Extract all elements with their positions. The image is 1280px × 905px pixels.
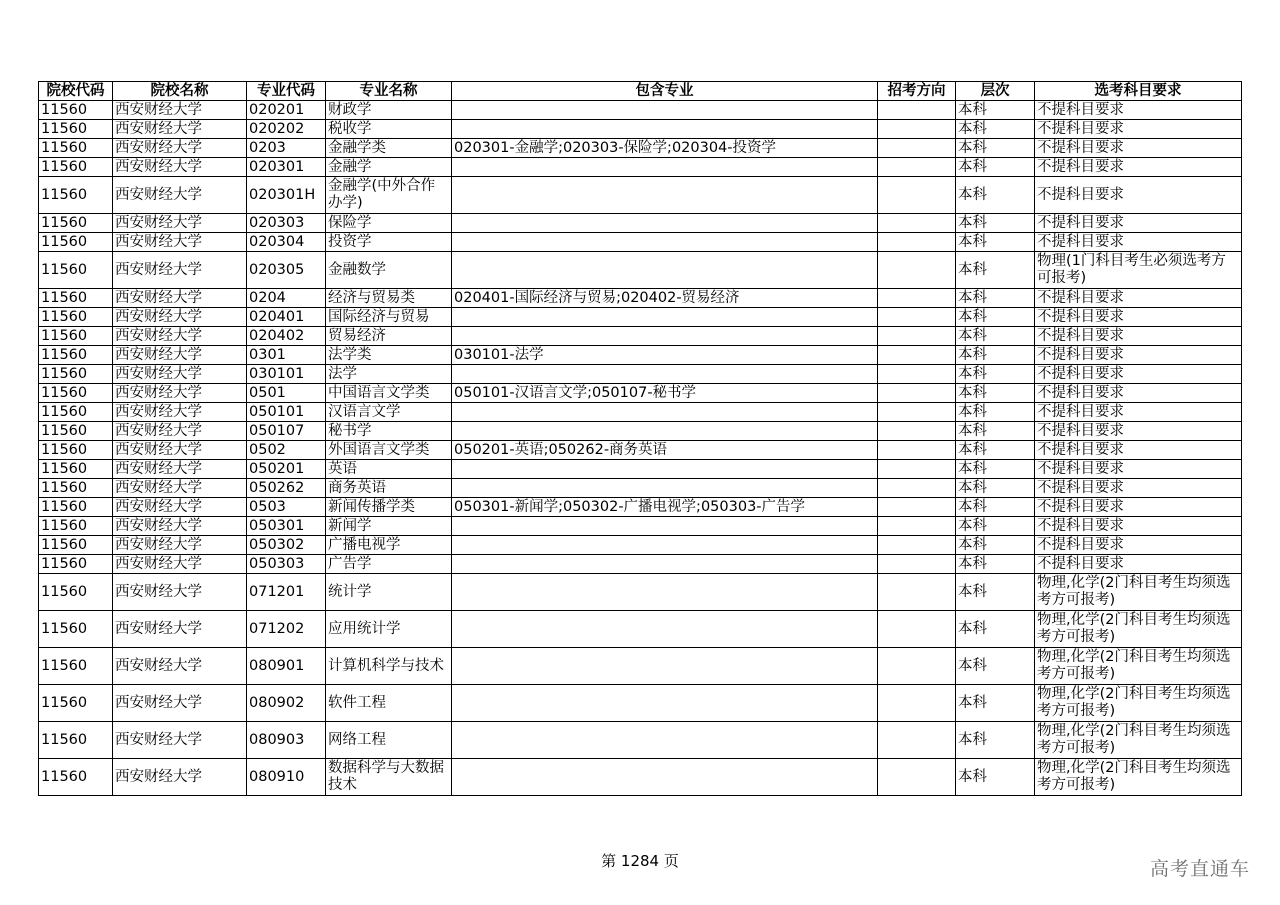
table-row [39, 759, 1242, 796]
cell-major-name: 财政学 [326, 101, 452, 120]
cell-school-code: 11560 [39, 233, 113, 252]
cell-major-name: 统计学 [326, 574, 452, 611]
cell-school-name: 西安财经大学 [113, 517, 247, 536]
cell-direction [878, 384, 956, 403]
cell-major-name: 广告学 [326, 555, 452, 574]
cell-included-majors: 050201-英语;050262-商务英语 [452, 441, 878, 460]
table-row [39, 460, 1242, 479]
table-row [39, 648, 1242, 685]
cell-direction [878, 517, 956, 536]
cell-school-code: 11560 [39, 517, 113, 536]
cell-subject-requirement: 不提科目要求 [1035, 289, 1242, 308]
table-row [39, 555, 1242, 574]
cell-school-name: 西安财经大学 [113, 611, 247, 648]
cell-major-name: 税收学 [326, 120, 452, 139]
cell-direction [878, 422, 956, 441]
cell-subject-requirement: 不提科目要求 [1035, 308, 1242, 327]
cell-included-majors: 030101-法学 [452, 346, 878, 365]
cell-direction [878, 177, 956, 214]
cell-major-code: 071202 [247, 611, 326, 648]
cell-included-majors [452, 460, 878, 479]
cell-major-name: 数据科学与大数据技术 [326, 759, 452, 796]
cell-level: 本科 [956, 574, 1035, 611]
cell-included-majors [452, 177, 878, 214]
cell-major-name: 中国语言文学类 [326, 384, 452, 403]
cell-included-majors [452, 365, 878, 384]
table-row [39, 101, 1242, 120]
cell-school-name: 西安财经大学 [113, 177, 247, 214]
cell-school-code: 11560 [39, 648, 113, 685]
cell-level: 本科 [956, 479, 1035, 498]
header-row [39, 82, 1242, 101]
cell-major-code: 020303 [247, 214, 326, 233]
cell-school-code: 11560 [39, 177, 113, 214]
cell-school-name: 西安财经大学 [113, 308, 247, 327]
cell-subject-requirement: 不提科目要求 [1035, 498, 1242, 517]
cell-level: 本科 [956, 555, 1035, 574]
cell-major-code: 071201 [247, 574, 326, 611]
cell-subject-requirement: 不提科目要求 [1035, 517, 1242, 536]
cell-school-name: 西安财经大学 [113, 233, 247, 252]
cell-direction [878, 759, 956, 796]
cell-school-code: 11560 [39, 422, 113, 441]
cell-subject-requirement: 不提科目要求 [1035, 177, 1242, 214]
cell-major-name: 新闻学 [326, 517, 452, 536]
cell-school-name: 西安财经大学 [113, 759, 247, 796]
cell-included-majors [452, 685, 878, 722]
cell-major-name: 网络工程 [326, 722, 452, 759]
cell-direction [878, 101, 956, 120]
cell-level: 本科 [956, 365, 1035, 384]
cell-level: 本科 [956, 498, 1035, 517]
cell-school-name: 西安财经大学 [113, 498, 247, 517]
cell-school-code: 11560 [39, 327, 113, 346]
cell-major-name: 金融学(中外合作办学) [326, 177, 452, 214]
cell-direction [878, 327, 956, 346]
cell-direction [878, 611, 956, 648]
cell-included-majors [452, 722, 878, 759]
cell-subject-requirement: 不提科目要求 [1035, 441, 1242, 460]
cell-major-name: 经济与贸易类 [326, 289, 452, 308]
cell-included-majors [452, 101, 878, 120]
cell-subject-requirement: 物理,化学(2门科目考生均须选考方可报考) [1035, 611, 1242, 648]
cell-subject-requirement: 不提科目要求 [1035, 422, 1242, 441]
cell-school-name: 西安财经大学 [113, 139, 247, 158]
cell-school-code: 11560 [39, 759, 113, 796]
cell-major-name: 金融数学 [326, 252, 452, 289]
cell-school-code: 11560 [39, 308, 113, 327]
cell-direction [878, 233, 956, 252]
table-body [39, 101, 1242, 796]
cell-subject-requirement: 物理,化学(2门科目考生均须选考方可报考) [1035, 722, 1242, 759]
cell-included-majors: 050301-新闻学;050302-广播电视学;050303-广告学 [452, 498, 878, 517]
cell-subject-requirement: 物理,化学(2门科目考生均须选考方可报考) [1035, 648, 1242, 685]
cell-direction [878, 365, 956, 384]
cell-major-name: 贸易经济 [326, 327, 452, 346]
cell-direction [878, 403, 956, 422]
table-row [39, 536, 1242, 555]
cell-included-majors [452, 611, 878, 648]
cell-included-majors [452, 233, 878, 252]
table-row [39, 685, 1242, 722]
cell-included-majors [452, 648, 878, 685]
table-row [39, 498, 1242, 517]
cell-school-code: 11560 [39, 346, 113, 365]
cell-school-code: 11560 [39, 574, 113, 611]
cell-subject-requirement: 不提科目要求 [1035, 101, 1242, 120]
cell-school-name: 西安财经大学 [113, 403, 247, 422]
cell-major-name: 应用统计学 [326, 611, 452, 648]
cell-level: 本科 [956, 101, 1035, 120]
cell-school-name: 西安财经大学 [113, 648, 247, 685]
cell-included-majors [452, 517, 878, 536]
col-header-direction: 招考方向 [878, 82, 956, 101]
cell-school-code: 11560 [39, 403, 113, 422]
cell-level: 本科 [956, 346, 1035, 365]
cell-direction [878, 289, 956, 308]
cell-included-majors [452, 422, 878, 441]
cell-major-name: 国际经济与贸易 [326, 308, 452, 327]
cell-direction [878, 479, 956, 498]
cell-included-majors [452, 308, 878, 327]
cell-subject-requirement: 不提科目要求 [1035, 555, 1242, 574]
cell-major-name: 保险学 [326, 214, 452, 233]
table-row [39, 422, 1242, 441]
cell-subject-requirement: 物理,化学(2门科目考生均须选考方可报考) [1035, 574, 1242, 611]
cell-direction [878, 498, 956, 517]
cell-direction [878, 460, 956, 479]
cell-major-code: 0204 [247, 289, 326, 308]
cell-level: 本科 [956, 722, 1035, 759]
cell-major-code: 080901 [247, 648, 326, 685]
cell-level: 本科 [956, 308, 1035, 327]
table-row [39, 214, 1242, 233]
cell-school-name: 西安财经大学 [113, 346, 247, 365]
cell-major-name: 投资学 [326, 233, 452, 252]
cell-school-name: 西安财经大学 [113, 685, 247, 722]
cell-level: 本科 [956, 177, 1035, 214]
cell-subject-requirement: 物理(1门科目考生必须选考方可报考) [1035, 252, 1242, 289]
col-header-level: 层次 [956, 82, 1035, 101]
cell-school-code: 11560 [39, 479, 113, 498]
cell-subject-requirement: 不提科目要求 [1035, 158, 1242, 177]
cell-major-code: 050301 [247, 517, 326, 536]
cell-school-name: 西安财经大学 [113, 158, 247, 177]
cell-major-code: 0503 [247, 498, 326, 517]
cell-school-name: 西安财经大学 [113, 574, 247, 611]
cell-school-code: 11560 [39, 384, 113, 403]
table-row [39, 441, 1242, 460]
table-row [39, 327, 1242, 346]
cell-major-code: 0301 [247, 346, 326, 365]
table-row [39, 722, 1242, 759]
cell-school-code: 11560 [39, 685, 113, 722]
cell-major-name: 广播电视学 [326, 536, 452, 555]
cell-school-name: 西安财经大学 [113, 252, 247, 289]
cell-included-majors [452, 574, 878, 611]
cell-school-code: 11560 [39, 611, 113, 648]
cell-school-name: 西安财经大学 [113, 120, 247, 139]
cell-subject-requirement: 物理,化学(2门科目考生均须选考方可报考) [1035, 759, 1242, 796]
table-row [39, 120, 1242, 139]
cell-school-name: 西安财经大学 [113, 289, 247, 308]
cell-school-code: 11560 [39, 289, 113, 308]
cell-school-code: 11560 [39, 498, 113, 517]
table-row [39, 177, 1242, 214]
cell-level: 本科 [956, 759, 1035, 796]
cell-subject-requirement: 不提科目要求 [1035, 327, 1242, 346]
cell-major-code: 020201 [247, 101, 326, 120]
cell-direction [878, 158, 956, 177]
cell-school-code: 11560 [39, 441, 113, 460]
cell-major-code: 020305 [247, 252, 326, 289]
page-number: 第 1284 页 [601, 852, 679, 870]
cell-school-code: 11560 [39, 120, 113, 139]
cell-subject-requirement: 不提科目要求 [1035, 536, 1242, 555]
cell-direction [878, 252, 956, 289]
cell-major-name: 新闻传播学类 [326, 498, 452, 517]
cell-school-name: 西安财经大学 [113, 327, 247, 346]
cell-school-code: 11560 [39, 460, 113, 479]
cell-major-code: 030101 [247, 365, 326, 384]
cell-subject-requirement: 不提科目要求 [1035, 479, 1242, 498]
cell-level: 本科 [956, 289, 1035, 308]
cell-direction [878, 308, 956, 327]
admission-table [38, 81, 1242, 796]
cell-direction [878, 555, 956, 574]
cell-included-majors [452, 403, 878, 422]
cell-major-name: 外国语言文学类 [326, 441, 452, 460]
cell-direction [878, 536, 956, 555]
cell-level: 本科 [956, 139, 1035, 158]
cell-subject-requirement: 不提科目要求 [1035, 214, 1242, 233]
cell-level: 本科 [956, 611, 1035, 648]
cell-subject-requirement: 不提科目要求 [1035, 460, 1242, 479]
cell-major-code: 050303 [247, 555, 326, 574]
cell-school-code: 11560 [39, 536, 113, 555]
cell-major-code: 020304 [247, 233, 326, 252]
cell-school-code: 11560 [39, 214, 113, 233]
table-row [39, 233, 1242, 252]
cell-major-code: 080903 [247, 722, 326, 759]
cell-included-majors [452, 555, 878, 574]
cell-major-name: 秘书学 [326, 422, 452, 441]
cell-level: 本科 [956, 648, 1035, 685]
cell-school-name: 西安财经大学 [113, 101, 247, 120]
table-row [39, 308, 1242, 327]
cell-school-name: 西安财经大学 [113, 384, 247, 403]
cell-major-code: 020202 [247, 120, 326, 139]
col-header-school-code: 院校代码 [39, 82, 113, 101]
cell-school-name: 西安财经大学 [113, 365, 247, 384]
col-header-included-majors: 包含专业 [452, 82, 878, 101]
cell-school-name: 西安财经大学 [113, 460, 247, 479]
cell-school-name: 西安财经大学 [113, 536, 247, 555]
cell-included-majors [452, 479, 878, 498]
cell-major-code: 0203 [247, 139, 326, 158]
cell-level: 本科 [956, 158, 1035, 177]
cell-school-code: 11560 [39, 722, 113, 759]
col-header-subject-requirement: 选考科目要求 [1035, 82, 1242, 101]
cell-included-majors: 020301-金融学;020303-保险学;020304-投资学 [452, 139, 878, 158]
cell-included-majors [452, 214, 878, 233]
cell-major-name: 汉语言文学 [326, 403, 452, 422]
cell-school-code: 11560 [39, 555, 113, 574]
cell-school-code: 11560 [39, 252, 113, 289]
watermark-logo-text: 高考直通车 [1149, 858, 1250, 880]
cell-level: 本科 [956, 327, 1035, 346]
cell-subject-requirement: 不提科目要求 [1035, 346, 1242, 365]
cell-major-code: 050101 [247, 403, 326, 422]
cell-level: 本科 [956, 233, 1035, 252]
cell-direction [878, 139, 956, 158]
cell-included-majors [452, 158, 878, 177]
cell-direction [878, 346, 956, 365]
table-row [39, 574, 1242, 611]
cell-included-majors [452, 120, 878, 139]
cell-major-code: 050107 [247, 422, 326, 441]
cell-subject-requirement: 不提科目要求 [1035, 233, 1242, 252]
cell-school-name: 西安财经大学 [113, 479, 247, 498]
cell-school-name: 西安财经大学 [113, 441, 247, 460]
cell-included-majors [452, 759, 878, 796]
cell-major-name: 金融学 [326, 158, 452, 177]
cell-major-code: 020301H [247, 177, 326, 214]
cell-major-name: 法学类 [326, 346, 452, 365]
table-row [39, 346, 1242, 365]
cell-direction [878, 722, 956, 759]
cell-direction [878, 120, 956, 139]
cell-major-code: 0502 [247, 441, 326, 460]
cell-subject-requirement: 物理,化学(2门科目考生均须选考方可报考) [1035, 685, 1242, 722]
cell-major-name: 英语 [326, 460, 452, 479]
cell-direction [878, 685, 956, 722]
cell-major-code: 020402 [247, 327, 326, 346]
table-row [39, 158, 1242, 177]
cell-major-name: 金融学类 [326, 139, 452, 158]
cell-subject-requirement: 不提科目要求 [1035, 120, 1242, 139]
cell-subject-requirement: 不提科目要求 [1035, 365, 1242, 384]
cell-major-code: 050201 [247, 460, 326, 479]
cell-major-name: 计算机科学与技术 [326, 648, 452, 685]
cell-school-code: 11560 [39, 158, 113, 177]
col-header-major-code: 专业代码 [247, 82, 326, 101]
cell-included-majors: 050101-汉语言文学;050107-秘书学 [452, 384, 878, 403]
table-row [39, 403, 1242, 422]
cell-school-name: 西安财经大学 [113, 722, 247, 759]
cell-school-code: 11560 [39, 139, 113, 158]
table-row [39, 517, 1242, 536]
cell-major-code: 020401 [247, 308, 326, 327]
table-row [39, 365, 1242, 384]
col-header-major-name: 专业名称 [326, 82, 452, 101]
cell-level: 本科 [956, 517, 1035, 536]
cell-direction [878, 574, 956, 611]
cell-included-majors [452, 327, 878, 346]
table-row [39, 384, 1242, 403]
cell-included-majors [452, 536, 878, 555]
table-row [39, 479, 1242, 498]
cell-level: 本科 [956, 460, 1035, 479]
cell-direction [878, 214, 956, 233]
cell-included-majors: 020401-国际经济与贸易;020402-贸易经济 [452, 289, 878, 308]
cell-major-code: 080902 [247, 685, 326, 722]
cell-school-code: 11560 [39, 101, 113, 120]
cell-major-name: 商务英语 [326, 479, 452, 498]
cell-major-name: 软件工程 [326, 685, 452, 722]
table-row [39, 252, 1242, 289]
cell-major-code: 0501 [247, 384, 326, 403]
cell-direction [878, 441, 956, 460]
cell-subject-requirement: 不提科目要求 [1035, 384, 1242, 403]
cell-major-code: 080910 [247, 759, 326, 796]
table-row [39, 289, 1242, 308]
cell-level: 本科 [956, 403, 1035, 422]
cell-direction [878, 648, 956, 685]
cell-major-code: 050302 [247, 536, 326, 555]
cell-subject-requirement: 不提科目要求 [1035, 403, 1242, 422]
cell-level: 本科 [956, 214, 1035, 233]
table-row [39, 139, 1242, 158]
cell-subject-requirement: 不提科目要求 [1035, 139, 1242, 158]
col-header-school-name: 院校名称 [113, 82, 247, 101]
cell-major-code: 020301 [247, 158, 326, 177]
cell-level: 本科 [956, 120, 1035, 139]
cell-school-name: 西安财经大学 [113, 422, 247, 441]
cell-level: 本科 [956, 536, 1035, 555]
cell-level: 本科 [956, 441, 1035, 460]
cell-included-majors [452, 252, 878, 289]
cell-school-code: 11560 [39, 365, 113, 384]
cell-school-name: 西安财经大学 [113, 214, 247, 233]
cell-school-name: 西安财经大学 [113, 555, 247, 574]
cell-level: 本科 [956, 422, 1035, 441]
cell-level: 本科 [956, 384, 1035, 403]
cell-level: 本科 [956, 252, 1035, 289]
cell-level: 本科 [956, 685, 1035, 722]
cell-major-code: 050262 [247, 479, 326, 498]
cell-major-name: 法学 [326, 365, 452, 384]
table-row [39, 611, 1242, 648]
